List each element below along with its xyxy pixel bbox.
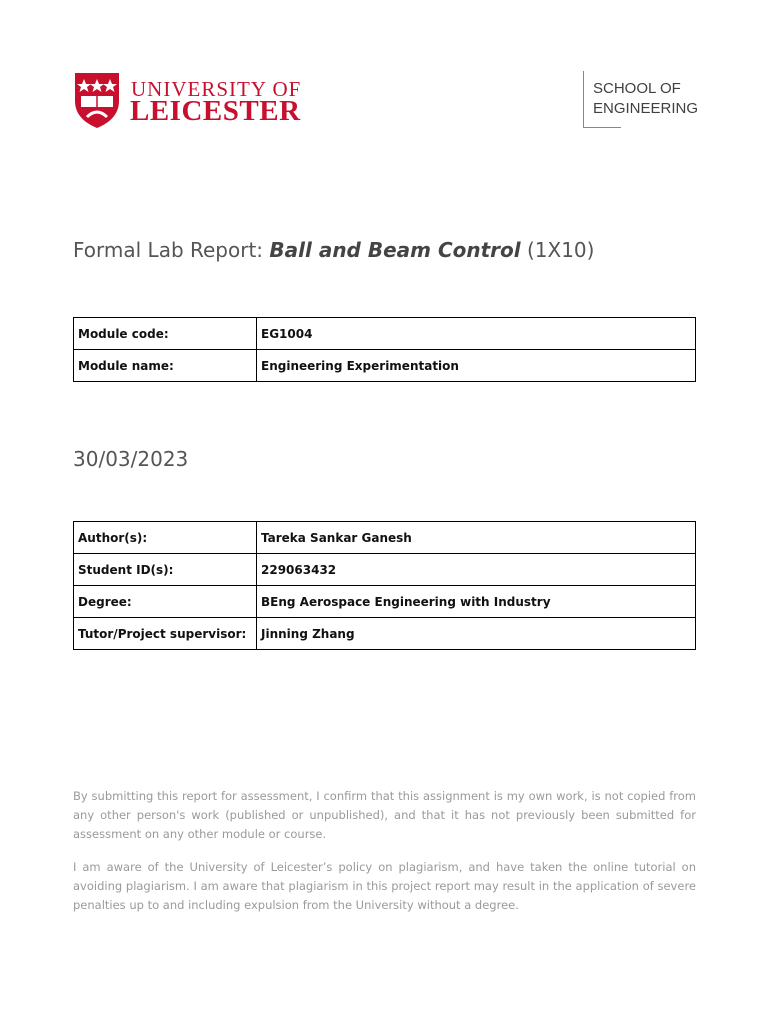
table-row xyxy=(74,586,696,618)
school-name-line1: SCHOOL OF xyxy=(593,80,681,97)
student-id-value: 229063432 xyxy=(257,554,696,586)
table-row xyxy=(74,522,696,554)
school-name-line2: ENGINEERING xyxy=(593,100,699,117)
university-logo xyxy=(73,71,303,131)
school-name xyxy=(593,79,698,119)
declaration-paragraph-1: By submitting this report for assessment, I confirm that this assignment is my own work, is not copied from any other person's work (published or unpublished), and that it has not previously been submitted for assessment on any other module or course. xyxy=(73,789,696,841)
report-title-suffix: (1X10) xyxy=(520,238,595,262)
table-row xyxy=(74,318,696,350)
author-info-table xyxy=(73,521,696,650)
report-title xyxy=(73,238,594,262)
declaration-paragraph-2: I am aware of the University of Leicester’s policy on plagiarism, and have taken the online tutorial on avoiding plagiarism. I am aware that plagiarism in this project report may result in the application of severe penalties up to and including expulsion from the University without a degree. xyxy=(73,860,696,912)
report-title-prefix: Formal Lab Report: xyxy=(73,238,270,262)
degree-label: Degree: xyxy=(74,586,257,618)
table-row xyxy=(74,554,696,586)
module-name-label: Module name: xyxy=(74,350,257,382)
supervisor-value: Jinning Zhang xyxy=(257,618,696,650)
table-row xyxy=(74,618,696,650)
report-title-emphasis: Ball and Beam Control xyxy=(269,238,521,262)
school-divider xyxy=(583,71,584,128)
author-value: Tareka Sankar Ganesh xyxy=(257,522,696,554)
table-row xyxy=(74,350,696,382)
university-shield-icon xyxy=(73,71,121,129)
module-code-value: EG1004 xyxy=(257,318,696,350)
report-date: 30/03/2023 xyxy=(73,447,189,471)
school-underline xyxy=(583,127,621,128)
university-name-line2: LEICESTER xyxy=(130,95,301,127)
supervisor-label: Tutor/Project supervisor: xyxy=(74,618,257,650)
university-name-line1: UNIVERSITY OF xyxy=(131,77,302,101)
student-id-label: Student ID(s): xyxy=(74,554,257,586)
degree-value: BEng Aerospace Engineering with Industry xyxy=(257,586,696,618)
module-name-value: Engineering Experimentation xyxy=(257,350,696,382)
module-code-label: Module code: xyxy=(74,318,257,350)
author-label: Author(s): xyxy=(74,522,257,554)
module-info-table xyxy=(73,317,696,382)
